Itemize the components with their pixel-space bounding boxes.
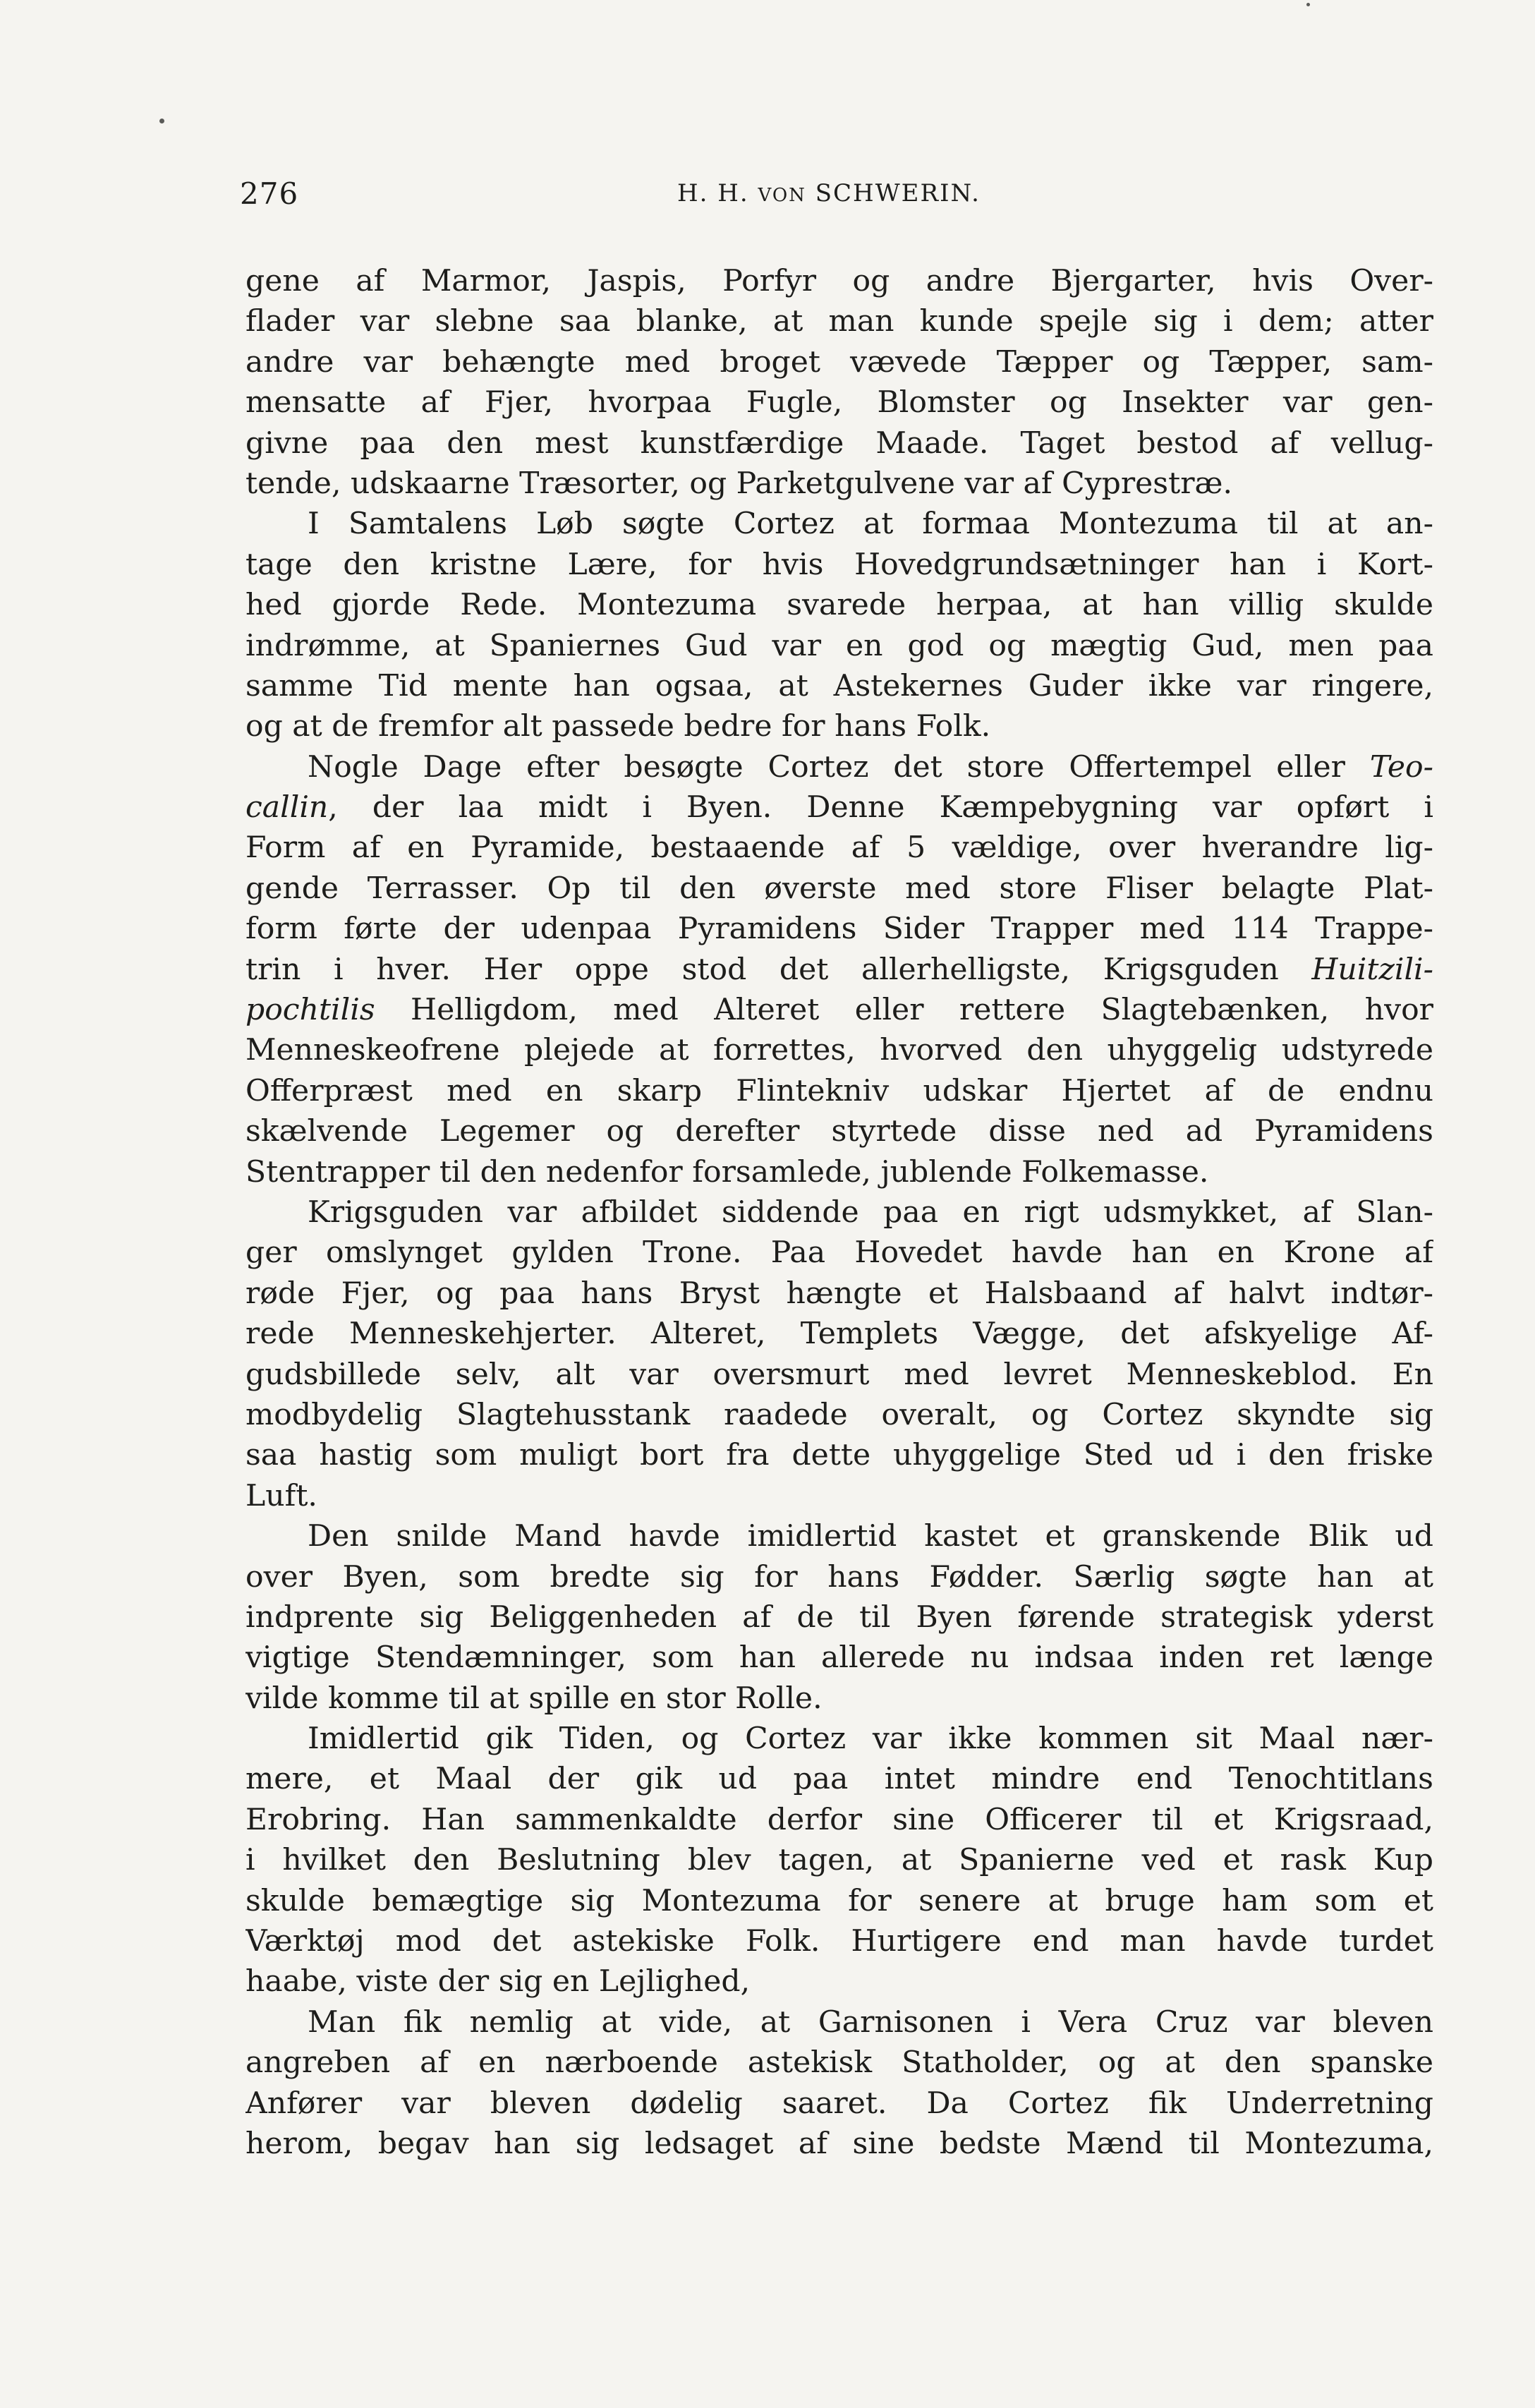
- text-line: Værktøj mod det astekiske Folk. Hurtigere end man havde turdet: [245, 1924, 1433, 1959]
- page-header: [240, 176, 1439, 219]
- ink-speck: [1306, 3, 1310, 6]
- italic-term: Huitzili-: [1311, 952, 1433, 987]
- text-line: samme Tid mente han ogsaa, at Astekernes Guder ikke var ringere,: [245, 668, 1433, 703]
- text-line: [245, 747, 1433, 787]
- text-line: Erobring. Han sammenkaldte derfor sine Officerer til et Krigsraad,: [245, 1802, 1433, 1837]
- text-line: gudsbillede selv, alt var oversmurt med levret Menneskeblod. En: [245, 1357, 1433, 1392]
- text-line: og at de fremfor alt passede bedre for hans Folk.: [245, 709, 991, 744]
- text-line: haabe, viste der sig en Lejlighed,: [245, 1964, 751, 1999]
- running-head-initials: H. H.: [677, 179, 749, 207]
- italic-term: Teo-: [1369, 749, 1433, 785]
- text-line: herom, begav han sig ledsaget af sine bedste Mænd til Montezuma,: [245, 2126, 1433, 2161]
- text-segment: Helligdom, med Alteret eller rettere Slagtebænken, hvor: [375, 993, 1433, 1028]
- text-line: form førte der udenpaa Pyramidens Sider Trapper med 114 Trappe-: [245, 912, 1433, 947]
- text-line: mensatte af Fjer, hvorpaa Fugle, Blomster og Insekter var gen-: [245, 385, 1433, 421]
- ink-speck: [159, 119, 164, 123]
- text-line: gene af Marmor, Jaspis, Porfyr og andre Bjergarter, hvis Over-: [245, 264, 1433, 298]
- text-line: ger omslynget gylden Trone. Paa Hovedet havde han en Krone af: [245, 1235, 1433, 1271]
- text-line: indrømme, at Spaniernes Gud var en god og mægtig Gud, men paa: [245, 628, 1433, 663]
- text-line: vigtige Stendæmninger, som han allerede nu indsaa inden ret længe: [245, 1640, 1433, 1676]
- text-line: Form af en Pyramide, bestaaende af 5 vældige, over hverandre lig-: [245, 830, 1433, 866]
- text-segment: Nogle Dage efter besøgte Cortez det store Offertempel eller: [308, 749, 1370, 785]
- running-head-von: VON: [758, 185, 806, 206]
- text-line: over Byen, som bredte sig for hans Fødder. Særlig søgte han at: [245, 1559, 1433, 1595]
- body-text: [245, 261, 1433, 2164]
- page-number: 276: [240, 176, 299, 211]
- text-line: Offerpræst med en skarp Flintekniv udskar Hjertet af de endnu: [245, 1073, 1433, 1108]
- text-line: givne paa den mest kunstfærdige Maade. Taget bestod af vellug-: [245, 425, 1433, 461]
- text-line: [245, 787, 1433, 828]
- text-line: i hvilket den Beslutning blev tagen, at Spanierne ved et rask Kup: [245, 1843, 1433, 1878]
- running-head-name: SCHWERIN.: [815, 179, 981, 207]
- text-segment: , der laa midt i Byen. Denne Kæmpebygning var opført i: [328, 790, 1433, 825]
- text-line: rede Menneskehjerter. Alteret, Templets Vægge, det afskyelige Af-: [245, 1317, 1433, 1352]
- text-line: indprente sig Beliggenheden af de til Byen førende strategisk yderst: [245, 1599, 1433, 1635]
- text-line: I Samtalens Løb søgte Cortez at formaa Montezuma til at an-: [308, 507, 1433, 542]
- text-line: Imidlertid gik Tiden, og Cortez var ikke kommen sit Maal nær-: [308, 1722, 1433, 1757]
- text-line: Stentrapper til den nedenfor forsamlede, jublende Folkemasse.: [245, 1154, 1209, 1190]
- text-line: Krigsguden var afbildet siddende paa en rigt udsmykket, af Slan-: [308, 1194, 1433, 1230]
- text-line: mere, et Maal der gik ud paa intet mindre end Tenochtitlans: [245, 1762, 1433, 1797]
- text-line: vilde komme til at spille en stor Rolle.: [245, 1681, 823, 1716]
- text-line: tage den kristne Lære, for hvis Hovedgrundsætninger han i Kort-: [245, 547, 1433, 582]
- text-line: Luft.: [245, 1478, 317, 1513]
- text-line: andre var behængte med broget vævede Tæpper og Tæpper, sam-: [245, 344, 1433, 380]
- text-line: gende Terrasser. Op til den øverste med store Fliser belagte Plat-: [245, 871, 1433, 906]
- text-line: angreben af en nærboende astekisk Statholder, og at den spanske: [245, 2045, 1433, 2081]
- text-line: tende, udskaarne Træsorter, og Parketgulvene var af Cyprestræ.: [245, 466, 1232, 501]
- text-line: Man fik nemlig at vide, at Garnisonen i Vera Cruz var bleven: [308, 2004, 1433, 2040]
- text-line: røde Fjer, og paa hans Bryst hængte et Halsbaand af halvt indtør-: [245, 1276, 1433, 1311]
- text-line: Den snilde Mand havde imidlertid kastet et granskende Blik ud: [308, 1519, 1433, 1554]
- text-line: skulde bemægtige sig Montezuma for senere at bruge ham som et: [245, 1883, 1433, 1918]
- text-line: modbydelig Slagtehusstank raadede overalt, og Cortez skyndte sig: [245, 1397, 1433, 1432]
- text-line: saa hastig som muligt bort fra dette uhyggelige Sted ud i den friske: [245, 1438, 1433, 1473]
- text-segment: trin i hver. Her oppe stod det allerhelligste, Krigsguden: [245, 952, 1312, 987]
- text-line: hed gjorde Rede. Montezuma svarede herpaa, at han villig skulde: [245, 588, 1433, 623]
- italic-term: callin: [245, 790, 329, 825]
- text-line: [245, 990, 1433, 1030]
- text-line: Anfører var bleven dødelig saaret. Da Cortez fik Underretning: [245, 2086, 1433, 2121]
- text-line: flader var slebne saa blanke, at man kunde spejle sig i dem; atter: [245, 304, 1433, 339]
- italic-term: pochtilis: [245, 993, 375, 1028]
- running-head: [677, 179, 981, 207]
- text-line: [245, 950, 1433, 990]
- text-line: Menneskeofrene plejede at forrettes, hvorved den uhyggelig udstyrede: [245, 1033, 1433, 1068]
- text-line: skælvende Legemer og derefter styrtede disse ned ad Pyramidens: [245, 1114, 1433, 1149]
